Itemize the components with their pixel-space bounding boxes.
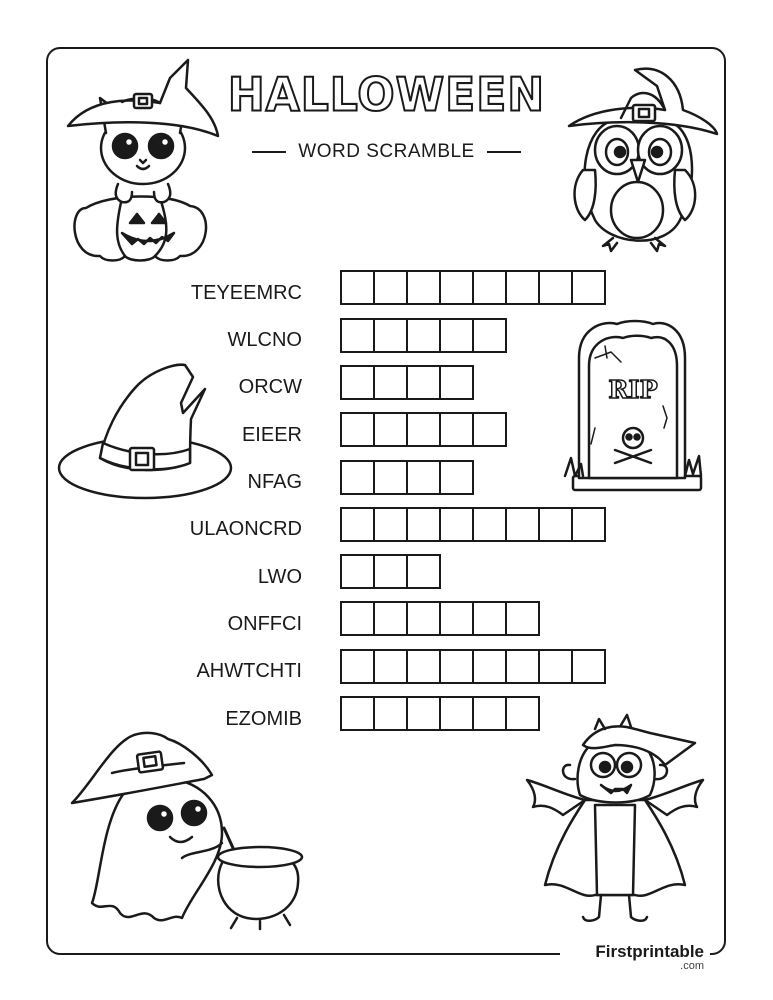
letter-box[interactable] — [439, 601, 474, 636]
letter-box[interactable] — [340, 554, 375, 589]
letter-box[interactable] — [505, 507, 540, 542]
letter-box[interactable] — [406, 460, 441, 495]
answer-boxes-3[interactable] — [340, 365, 472, 398]
letter-box[interactable] — [373, 601, 408, 636]
letter-box[interactable] — [340, 365, 375, 400]
subtitle-rule-right — [487, 151, 521, 153]
letter-box[interactable] — [439, 649, 474, 684]
answer-boxes-4[interactable] — [340, 412, 505, 445]
letter-box[interactable] — [439, 270, 474, 305]
letter-box[interactable] — [373, 365, 408, 400]
letter-box[interactable] — [340, 318, 375, 353]
scrambled-word-5: NFAG — [247, 471, 302, 493]
letter-box[interactable] — [406, 554, 441, 589]
letter-box[interactable] — [406, 270, 441, 305]
letter-box[interactable] — [538, 270, 573, 305]
tombstone-icon — [565, 318, 710, 496]
page-subtitle: WORD SCRAMBLE — [298, 141, 475, 162]
answer-boxes-10[interactable] — [340, 696, 538, 729]
letter-box[interactable] — [406, 601, 441, 636]
letter-box[interactable] — [472, 412, 507, 447]
letter-box[interactable] — [406, 696, 441, 731]
brand-logo — [560, 943, 710, 972]
letter-box[interactable] — [373, 318, 408, 353]
scrambled-word-8: ONFFCI — [227, 613, 302, 635]
letter-box[interactable] — [373, 412, 408, 447]
letter-box[interactable] — [373, 696, 408, 731]
brand-name: Firstprintable — [595, 942, 704, 961]
letter-box[interactable] — [505, 649, 540, 684]
letter-box[interactable] — [472, 696, 507, 731]
answer-boxes-9[interactable] — [340, 649, 604, 682]
witch-hat-icon — [55, 363, 235, 508]
letter-box[interactable] — [439, 412, 474, 447]
letter-box[interactable] — [340, 460, 375, 495]
scrambled-word-4: EIEER — [241, 424, 302, 446]
answer-boxes-7[interactable] — [340, 554, 439, 587]
answer-boxes-6[interactable] — [340, 507, 604, 540]
owl-witch-hat-icon — [565, 60, 725, 255]
letter-box[interactable] — [571, 270, 606, 305]
letter-box[interactable] — [373, 507, 408, 542]
scrambled-word-9: AHWTCHTI — [196, 660, 302, 682]
letter-box[interactable] — [340, 270, 375, 305]
ghost-cauldron-icon — [72, 713, 312, 933]
letter-box[interactable] — [406, 318, 441, 353]
letter-box[interactable] — [340, 601, 375, 636]
answer-boxes-1[interactable] — [340, 270, 604, 303]
letter-box[interactable] — [571, 507, 606, 542]
letter-box[interactable] — [472, 649, 507, 684]
letter-box[interactable] — [571, 649, 606, 684]
answer-boxes-2[interactable] — [340, 318, 505, 351]
letter-box[interactable] — [472, 318, 507, 353]
scrambled-word-1: TEYEEMRC — [190, 282, 302, 304]
letter-box[interactable] — [373, 460, 408, 495]
letter-box[interactable] — [406, 412, 441, 447]
scrambled-word-10: EZOMIB — [225, 708, 302, 730]
letter-box[interactable] — [373, 270, 408, 305]
letter-box[interactable] — [373, 554, 408, 589]
letter-box[interactable] — [439, 365, 474, 400]
letter-box[interactable] — [472, 270, 507, 305]
letter-box[interactable] — [538, 649, 573, 684]
letter-box[interactable] — [472, 601, 507, 636]
svg-text:RIP: RIP — [608, 375, 658, 404]
letter-box[interactable] — [340, 507, 375, 542]
letter-box[interactable] — [439, 696, 474, 731]
letter-box[interactable] — [340, 649, 375, 684]
vampire-icon — [525, 705, 705, 930]
scrambled-word-6: ULAONCRD — [189, 518, 302, 540]
letter-box[interactable] — [373, 649, 408, 684]
letter-box[interactable] — [439, 507, 474, 542]
letter-box[interactable] — [439, 460, 474, 495]
cat-in-pumpkin-icon — [60, 58, 225, 263]
subtitle-rule-left — [252, 151, 286, 153]
brand-domain: .com — [680, 960, 704, 972]
answer-boxes-8[interactable] — [340, 601, 538, 634]
answer-boxes-5[interactable] — [340, 460, 472, 493]
letter-box[interactable] — [538, 507, 573, 542]
letter-box[interactable] — [340, 412, 375, 447]
letter-box[interactable] — [406, 365, 441, 400]
page-title: HALLOWEEN — [227, 68, 546, 123]
letter-box[interactable] — [472, 507, 507, 542]
letter-box[interactable] — [406, 507, 441, 542]
letter-box[interactable] — [505, 601, 540, 636]
letter-box[interactable] — [340, 696, 375, 731]
letter-box[interactable] — [406, 649, 441, 684]
letter-box[interactable] — [505, 270, 540, 305]
scrambled-word-7: LWO — [257, 566, 302, 588]
scrambled-word-2: WLCNO — [227, 329, 302, 351]
letter-box[interactable] — [439, 318, 474, 353]
scrambled-word-3: ORCW — [238, 376, 302, 398]
